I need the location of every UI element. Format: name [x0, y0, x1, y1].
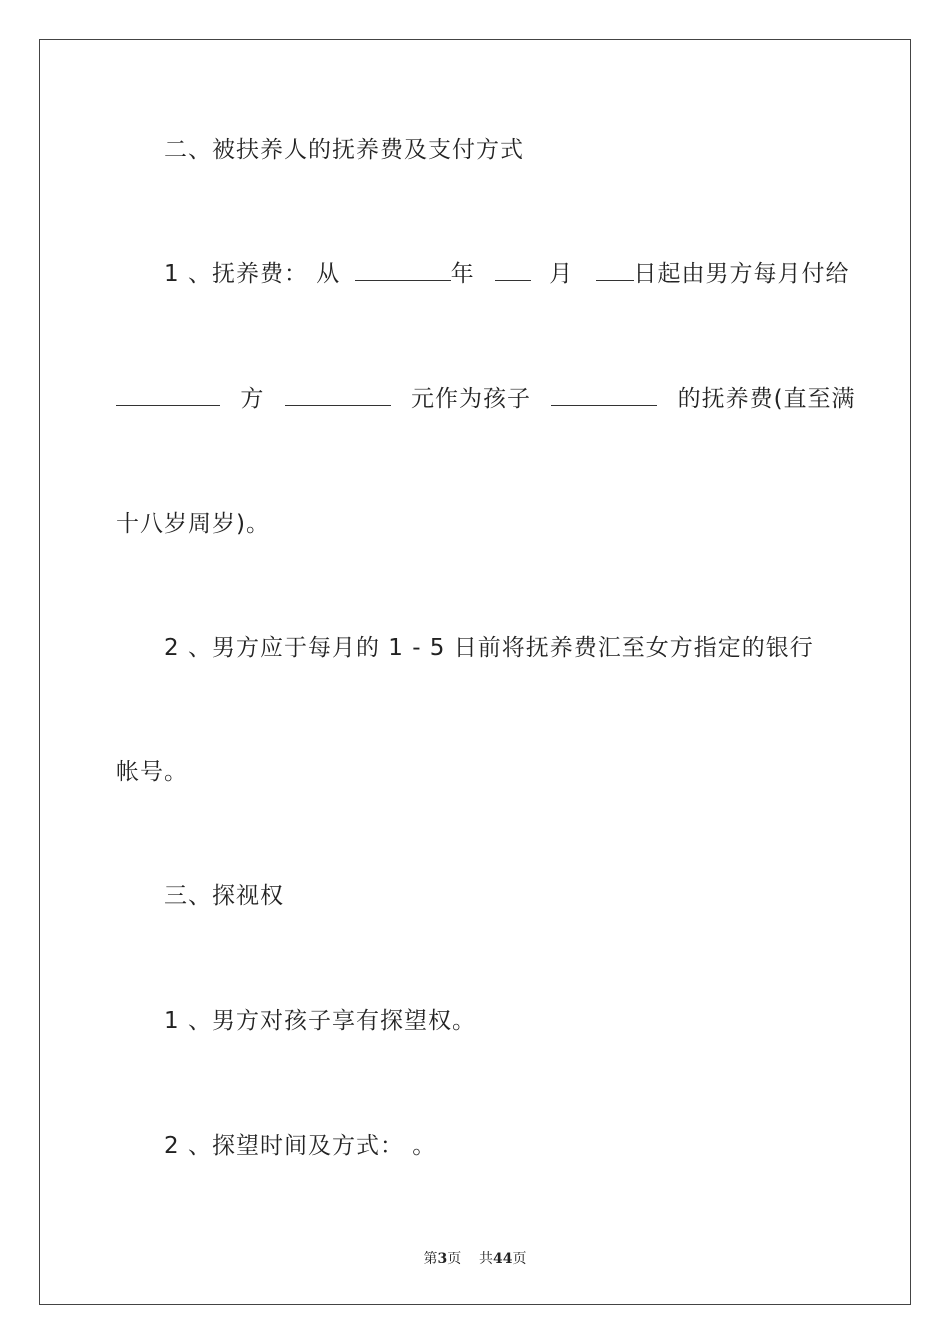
year-label: 年	[450, 261, 475, 287]
fang-label: 方	[240, 386, 265, 412]
paragraph-support-fee-line3: 十八岁周岁)。	[116, 511, 270, 537]
footer-page-number: 3	[437, 1251, 448, 1267]
page-footer	[0, 1248, 950, 1268]
paragraph-visitation-right: 1 、男方对孩子享有探望权。	[164, 1008, 476, 1034]
paragraph-payment-line2: 帐号。	[116, 759, 188, 785]
blank-child-name[interactable]	[551, 385, 657, 406]
page-border	[39, 39, 911, 1305]
blank-payee[interactable]	[116, 385, 220, 406]
yuan-label: 元作为孩子	[410, 386, 531, 412]
footer-page-unit: 页	[447, 1251, 462, 1267]
section-heading-support: 二、被扶养人的抚养费及支付方式	[164, 137, 524, 163]
footer-total-pages: 44	[493, 1251, 513, 1267]
footer-total-unit: 页	[512, 1251, 527, 1267]
blank-year[interactable]	[355, 260, 451, 281]
month-label: 月	[549, 261, 574, 287]
blank-amount[interactable]	[285, 385, 391, 406]
blank-month[interactable]	[495, 260, 531, 281]
footer-page-prefix: 第	[423, 1251, 438, 1267]
paragraph-support-fee-line2	[116, 385, 856, 413]
blank-day[interactable]	[596, 260, 634, 281]
paragraph-payment-line1: 2 、男方应于每月的 1 - 5 日前将抚养费汇至女方指定的银行	[164, 635, 814, 661]
footer-total-prefix: 共	[479, 1251, 494, 1267]
support-until-label: 的抚养费(直至满	[677, 386, 856, 412]
section-heading-visitation: 三、探视权	[164, 883, 284, 909]
paragraph-support-fee-line1	[164, 260, 850, 288]
paragraph-visitation-time: 2 、探望时间及方式： 。	[164, 1133, 437, 1159]
day-rest-label: 日起由男方每月付给	[633, 261, 850, 287]
support-fee-label: 1 、抚养费： 从	[164, 261, 341, 287]
